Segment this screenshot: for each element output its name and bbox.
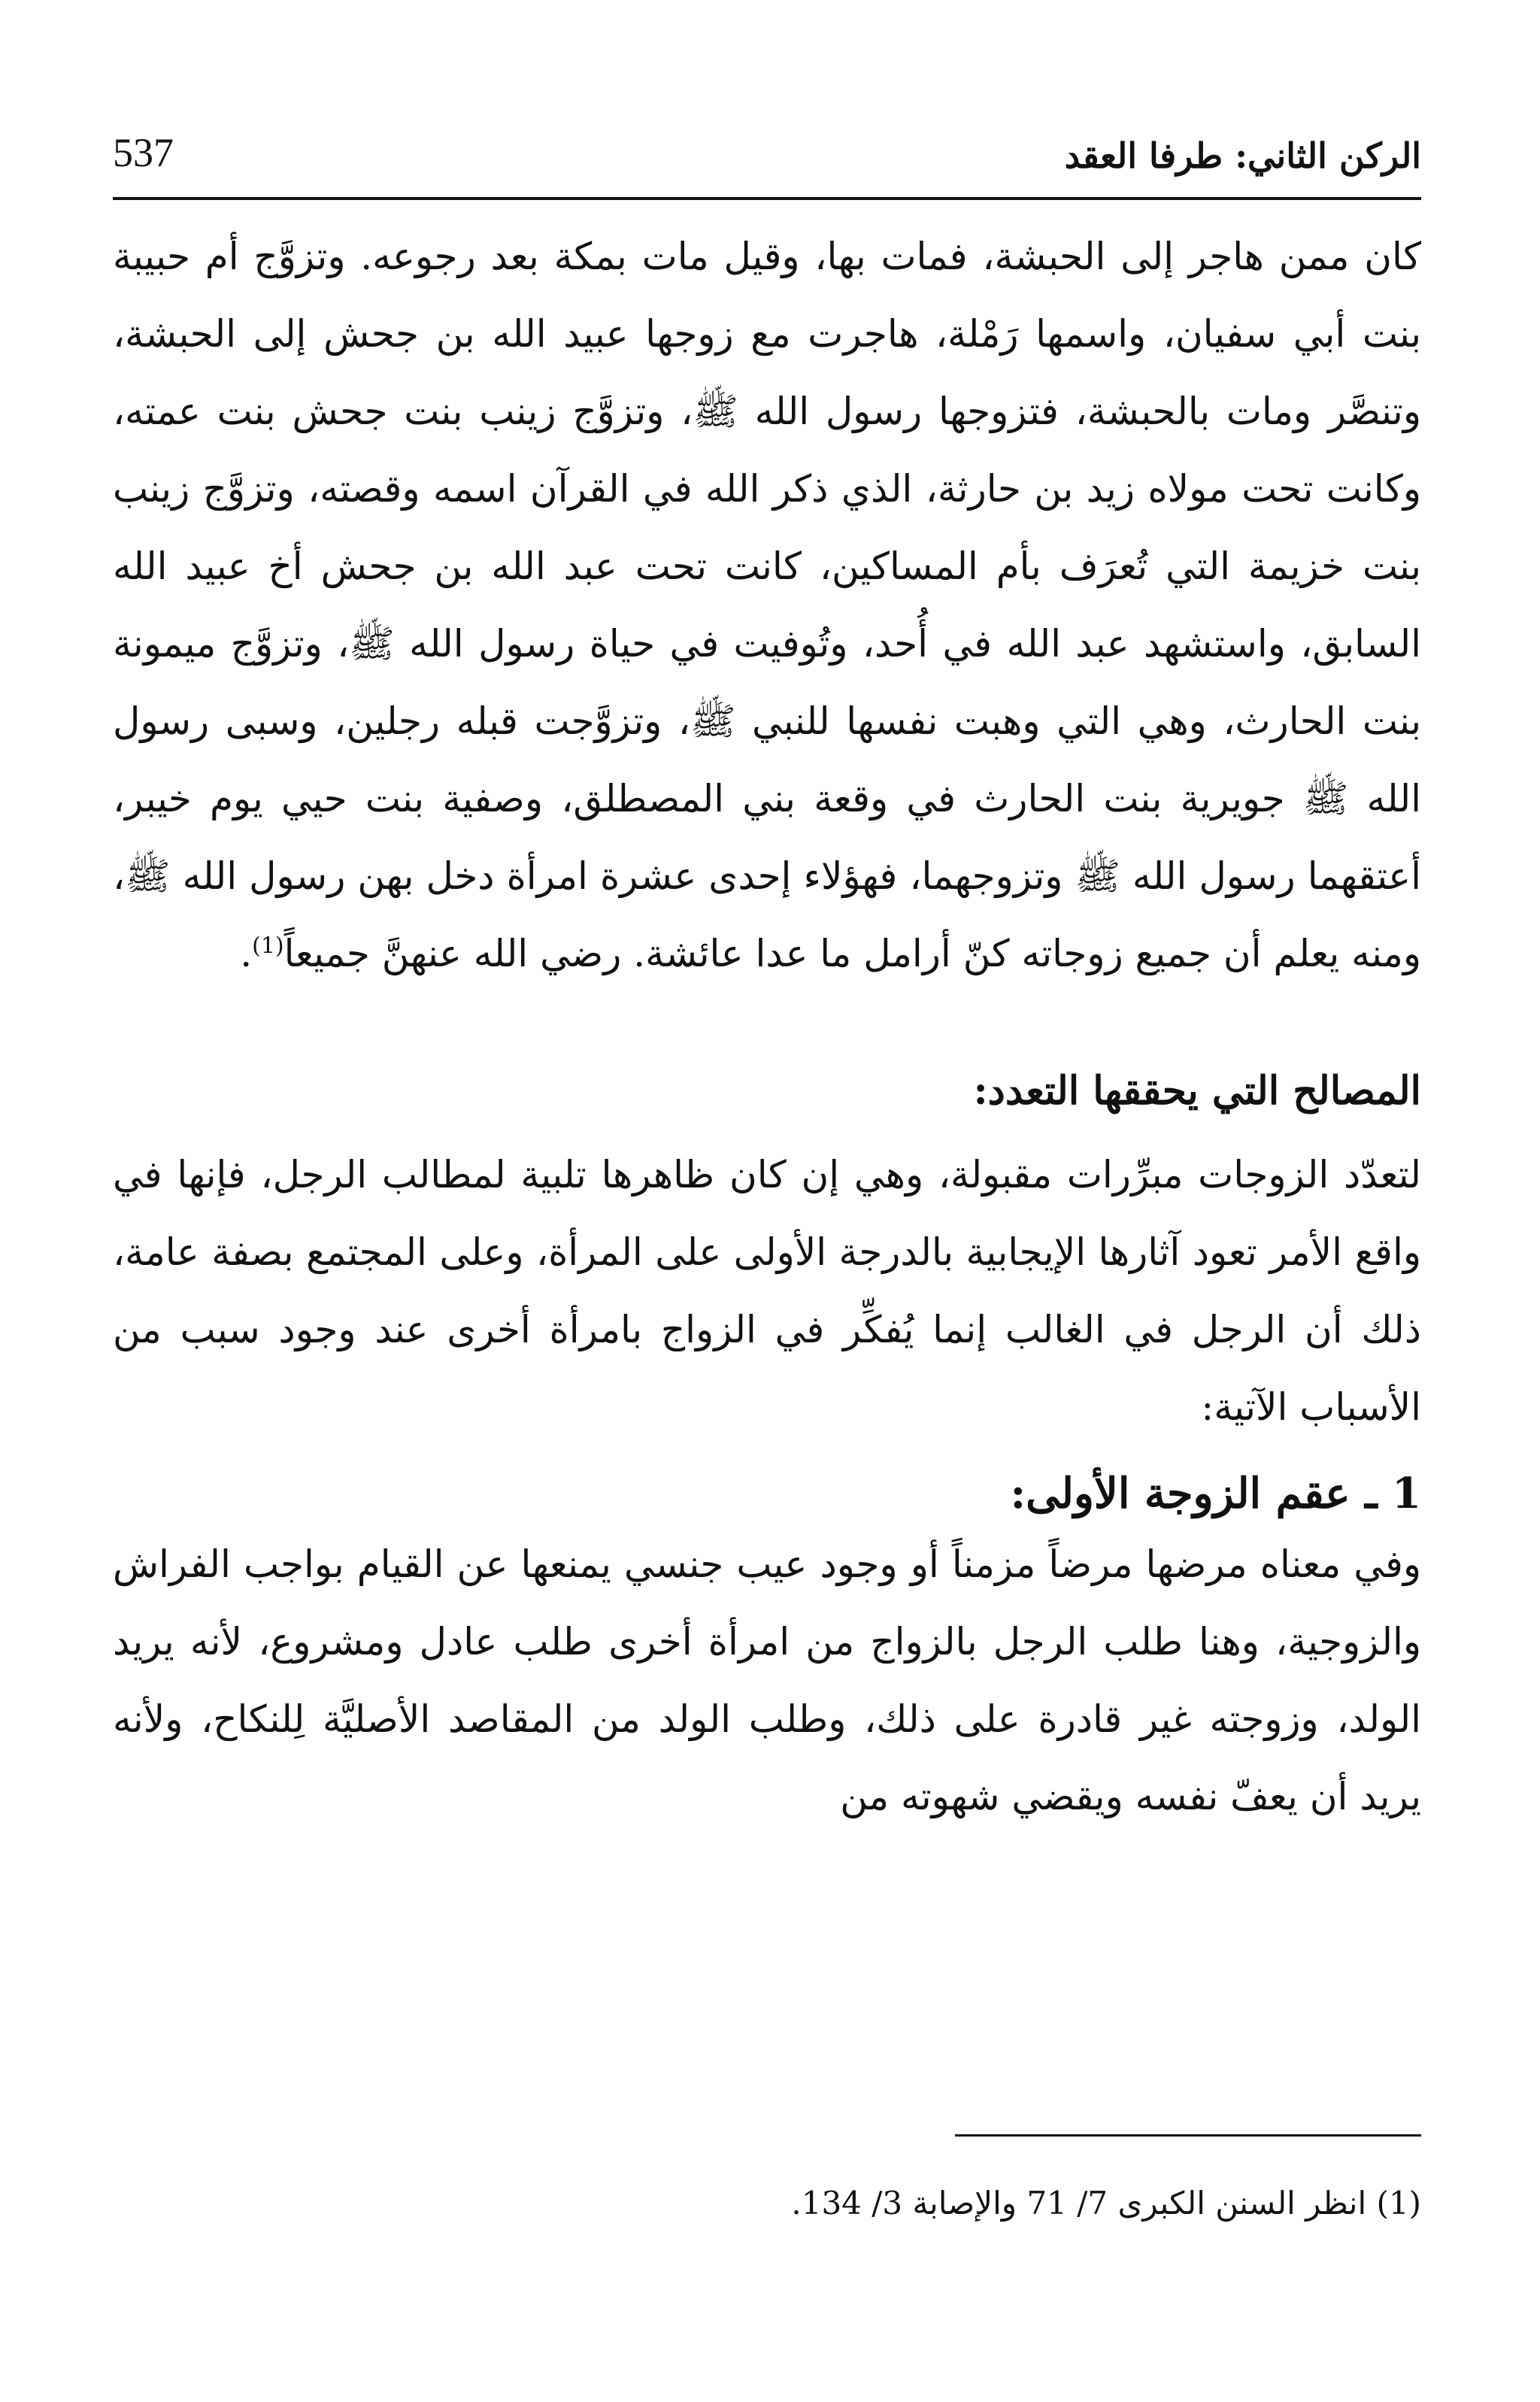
footnote: (1) انظر السنن الكبرى 7/ 71 والإصابة 3/ 134. bbox=[791, 2185, 1421, 2222]
page-number: 537 bbox=[113, 130, 174, 175]
paragraph-justifications: لتعدّد الزوجات مبرِّرات مقبولة، وهي إن كان ظاهرها تلبية لمطالب الرجل، فإنها في واقع الأمر تعود آثارها الإيجابية بالدرجة الأولى على المرأة، وعلى المجتمع بصفة عامة، ذلك أن الرجل في الغالب إنما يُفكِّر في الزواج بامرأة أخرى عند وجود سبب من الأسباب الآتية: bbox=[113, 1153, 1421, 1429]
paragraph-wives-text: كان ممن هاجر إلى الحبشة، فمات بها، وقيل مات بمكة بعد رجوعه. وتزوَّج أم حبيبة بنت أبي سفيان، واسمها رَمْلة، هاجرت مع زوجها عبيد الله بن جحش إلى الحبشة، وتنصَّر ومات بالحبشة، فتزوجها رسول الله ﷺ، وتزوَّج زينب بنت جحش بنت عمته، وكانت تحت مولاه زيد بن حارثة، الذي ذكر الله في القرآن اسمه وقصته، وتزوَّج زينب بنت خزيمة التي تُعرَف بأم المساكين، كانت تحت عبد الله بن جحش أخ عبيد الله السابق، واستشهد عبد الله في أُحد، وتُوفيت في حياة رسول الله ﷺ، وتزوَّج ميمونة بنت الحارث، وهي التي وهبت نفسها للنبي ﷺ، وتزوَّجت قبله رجلين، وسبى رسول الله ﷺ جويرية بنت الحارث في وقعة بني المصطلق، وصفية بنت حيي يوم خيبر، أعتقهما رسول الله ﷺ وتزوجهما، فهؤلاء إحدى عشرة امرأة دخل بهن رسول الله ﷺ، ومنه يعلم أن جميع زوجاته كنّ أرامل ما عدا عائشة. رضي الله عنهنَّ جميعاً bbox=[113, 235, 1421, 975]
paragraph-wives: كان ممن هاجر إلى الحبشة، فمات بها، وقيل مات بمكة بعد رجوعه. وتزوَّج أم حبيبة بنت أبي سفيان، واسمها رَمْلة، هاجرت مع زوجها عبيد الله بن جحش إلى الحبشة، وتنصَّر ومات بالحبشة، فتزوجها رسول الله ﷺ، وتزوَّج زينب بنت جحش بنت عمته، وكانت تحت مولاه زيد بن حارثة، الذي ذكر الله في القرآن اسمه وقصته، وتزوَّج زينب بنت خزيمة التي تُعرَف بأم المساكين، كانت تحت عبد الله بن جحش أخ عبيد الله السابق، واستشهد عبد الله في أُحد، وتُوفيت في حياة رسول الله ﷺ، وتزوَّج ميمونة بنت الحارث، وهي التي وهبت نفسها للنبي ﷺ، وتزوَّجت قبله رجلين، وسبى رسول الله ﷺ جويرية بنت الحارث في وقعة بني المصطلق، وصفية بنت حيي يوم خيبر، أعتقهما رسول الله ﷺ وتزوجهما، فهؤلاء إحدى عشرة امرأة دخل بهن رسول الله ﷺ، ومنه يعلم أن جميع زوجاته كنّ أرامل ما عدا عائشة. رضي الله عنهنَّ جميعاً$^{(1)}$. bbox=[113, 235, 1421, 975]
running-head: الركن الثاني: طرفا العقد bbox=[1064, 135, 1421, 176]
subsection-heading: 1 ـ عقم الزوجة الأولى: bbox=[1010, 1469, 1421, 1518]
section-heading: المصالح التي يحققها التعدد: bbox=[973, 1068, 1421, 1114]
paragraph-infertility: وفي معناه مرضها مرضاً مزمناً أو وجود عيب جنسي يمنعها عن القيام بواجب الفراش والزوجية، وهنا طلب الرجل بالزواج من امرأة أخرى طلب عادل ومشروع، لأنه يريد الولد، وزوجته غير قادرة على ذلك، وطلب الولد من المقاصد الأصليَّة لِلنكاح، ولأنه يريد أن يعفّ نفسه ويقضي شهوته من bbox=[113, 1542, 1421, 1818]
footnote-area bbox=[113, 0, 1421, 2402]
footnote-reference: (1) bbox=[252, 933, 284, 960]
footnote-rule bbox=[955, 2134, 1421, 2137]
